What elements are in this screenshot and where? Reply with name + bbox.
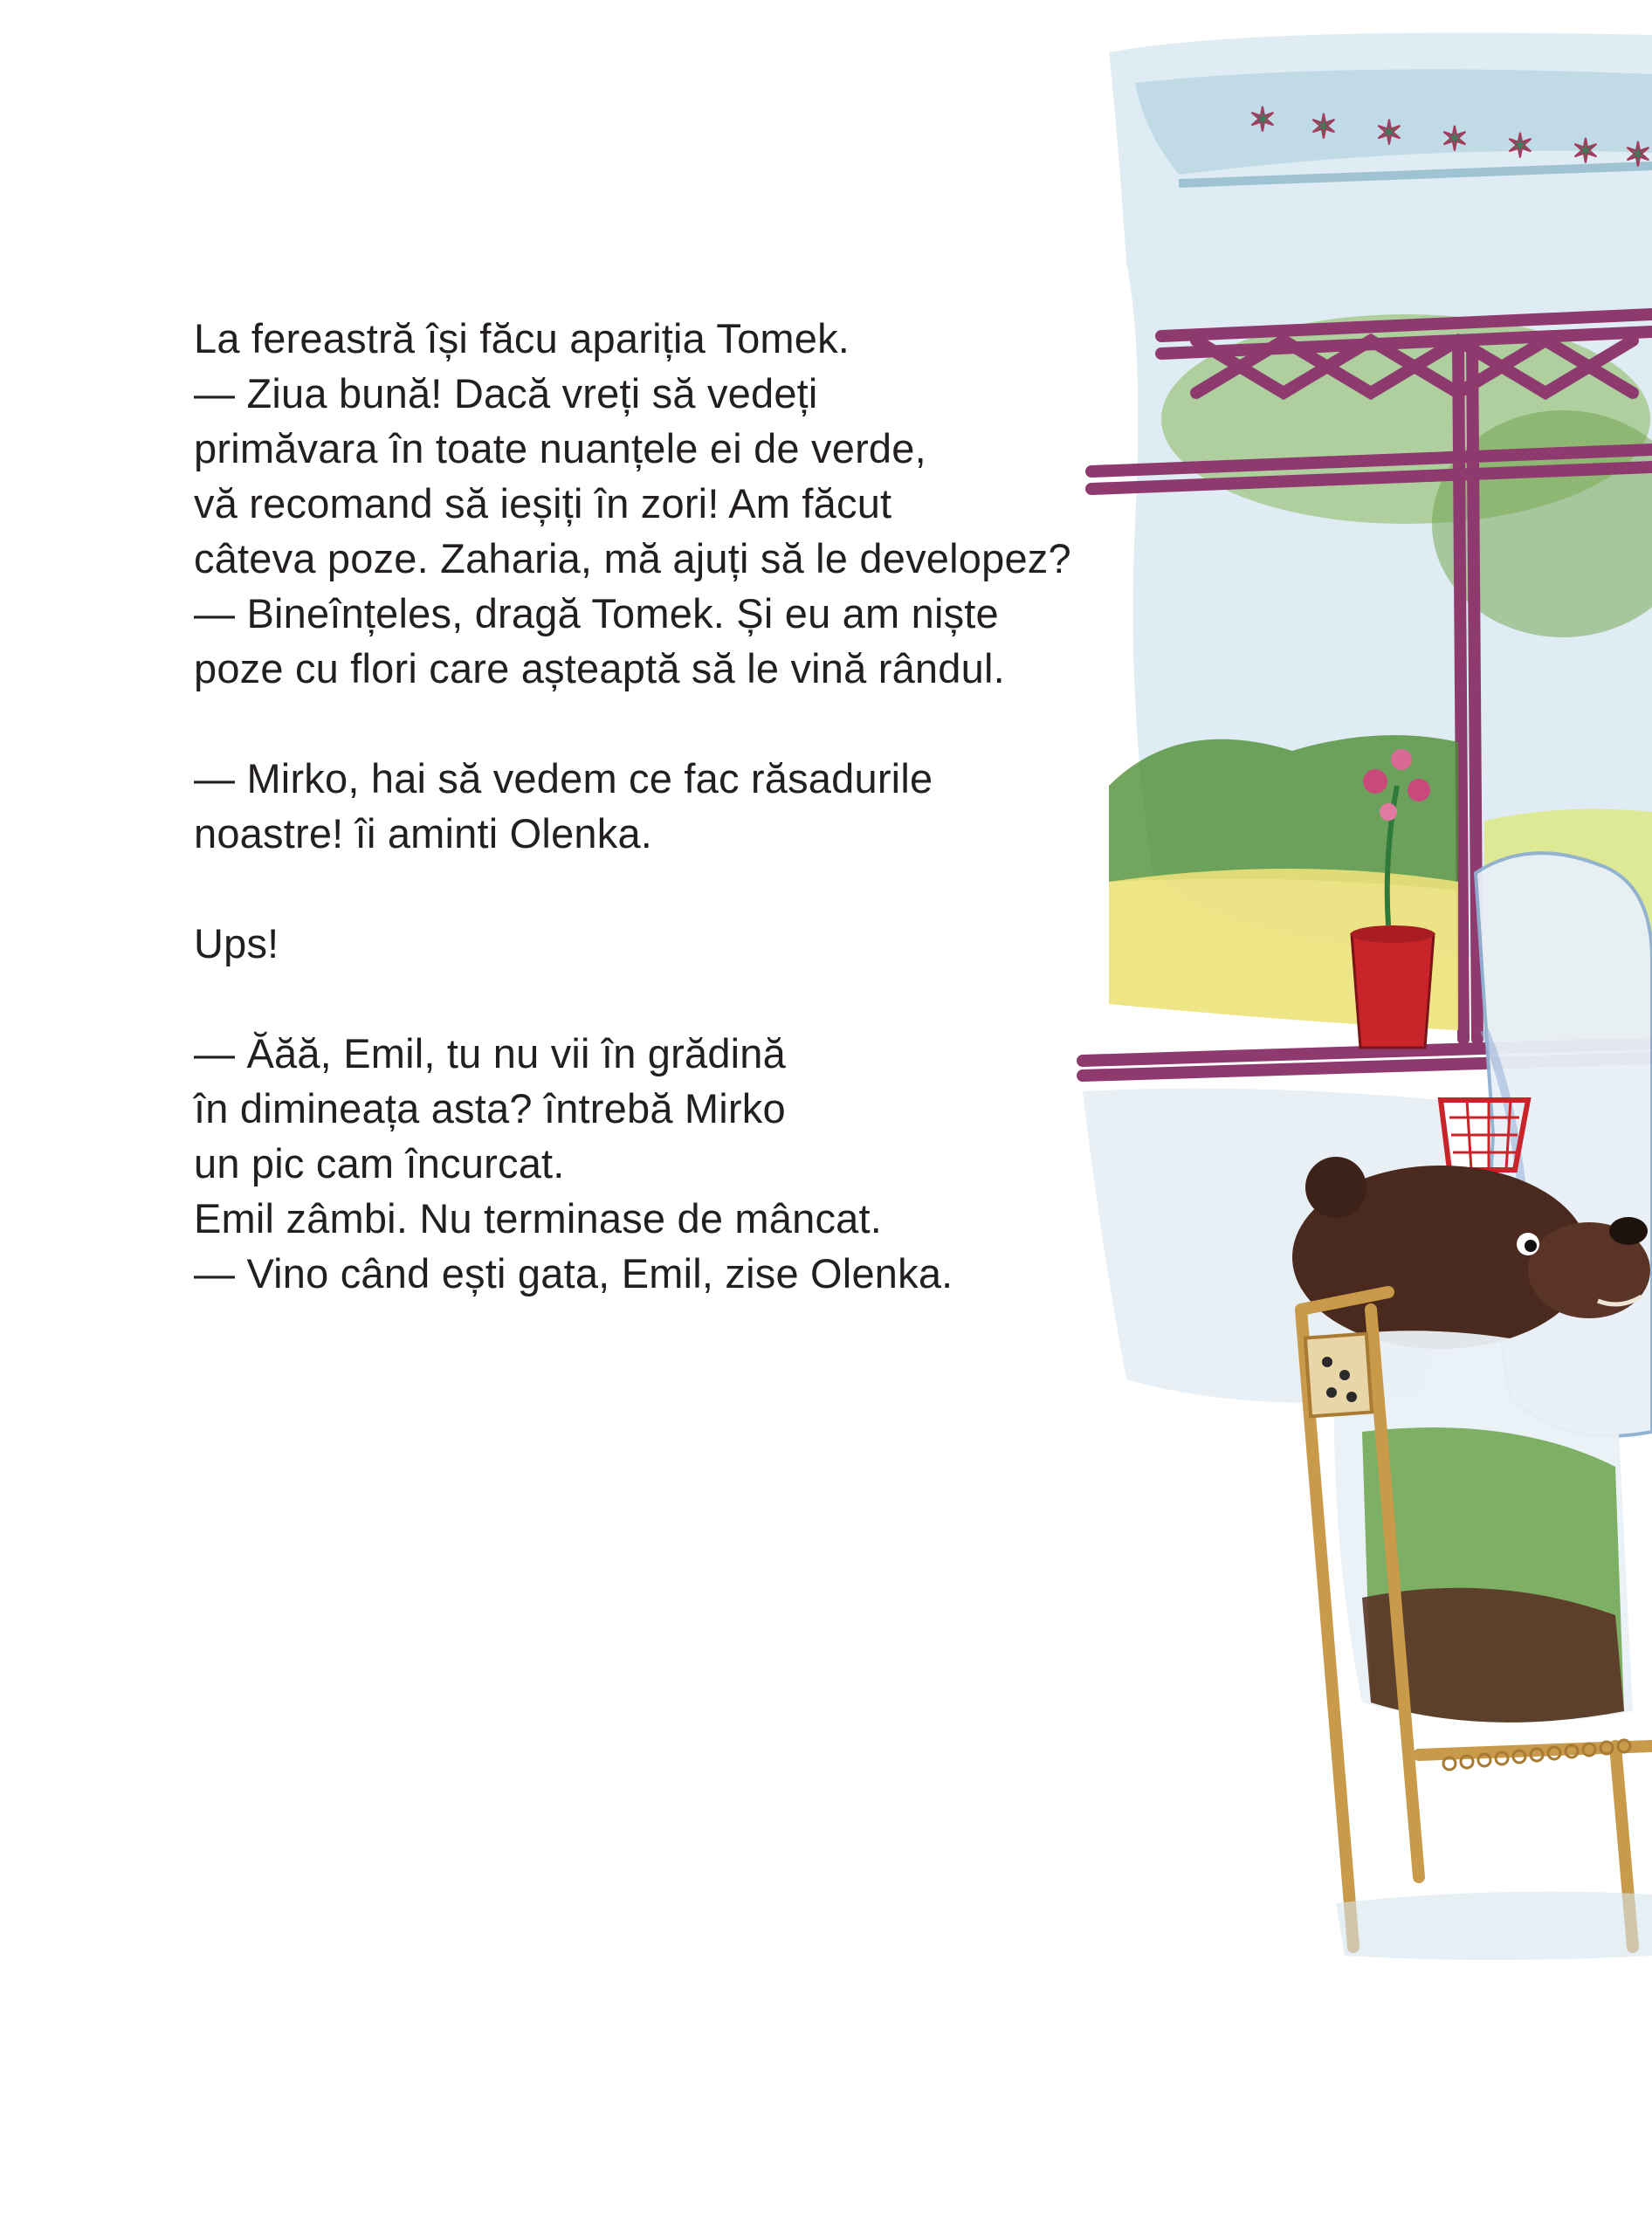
paragraph-2 (194, 751, 1119, 861)
bear-nose (1609, 1217, 1648, 1245)
flower (1391, 749, 1412, 770)
flower (1408, 779, 1430, 801)
text-line: Ups! (194, 920, 279, 966)
paragraph-4 (194, 1026, 1119, 1301)
paragraph-1 (194, 311, 1119, 696)
paragraph-gap (194, 861, 1119, 916)
pot-rim (1351, 925, 1435, 943)
text-line: în dimineața asta? întrebă Mirko (194, 1085, 786, 1131)
text-line: Emil zâmbi. Nu terminase de mâncat. (194, 1195, 883, 1241)
text-line: La fereastră își făcu apariția Tomek. (194, 315, 850, 361)
flower-pot (1352, 934, 1434, 1048)
flower (1380, 803, 1397, 821)
text-line: un pic cam încurcat. (194, 1140, 565, 1186)
floor-wash (1336, 1892, 1652, 1960)
story-text (194, 311, 1119, 1301)
bear-window-illustration (1074, 0, 1652, 2008)
bear-pupil (1525, 1240, 1537, 1252)
text-line: — Ăăă, Emil, tu nu vii în grădină (194, 1030, 786, 1076)
text-line: poze cu flori care așteaptă să le vină rândul. (194, 645, 1005, 691)
svg-text:✶: ✶ (1506, 127, 1534, 165)
paragraph-gap (194, 971, 1119, 1026)
illustration-svg (1074, 0, 1652, 2008)
svg-text:✶: ✶ (1441, 120, 1469, 158)
flower (1363, 769, 1387, 794)
bear-ear (1305, 1157, 1366, 1218)
text-line: — Mirko, hai să vedem ce fac răsadurile (194, 755, 933, 801)
text-line: — Ziua bună! Dacă vreți să vedeți (194, 370, 818, 416)
text-line: câteva poze. Zaharia, mă ajuți să le developez? (194, 535, 1071, 581)
chair-backrest-panel (1305, 1334, 1372, 1417)
svg-text:✶: ✶ (1310, 107, 1338, 146)
text-line: noastre! îi aminti Olenka. (194, 810, 653, 856)
svg-text:✶: ✶ (1375, 113, 1403, 152)
paragraph-3 (194, 916, 1119, 971)
text-line: vă recomand să ieșiți în zori! Am făcut (194, 480, 892, 526)
text-line: primăvara în toate nuanțele ei de verde, (194, 425, 926, 471)
paragraph-gap (194, 696, 1119, 751)
svg-text:✶: ✶ (1249, 100, 1277, 139)
text-line: — Vino când ești gata, Emil, zise Olenka. (194, 1250, 953, 1296)
svg-text:✶: ✶ (1572, 132, 1600, 170)
svg-text:✶: ✶ (1624, 135, 1652, 174)
text-line: — Bineînțeles, dragă Tomek. Și eu am niște (194, 590, 999, 636)
